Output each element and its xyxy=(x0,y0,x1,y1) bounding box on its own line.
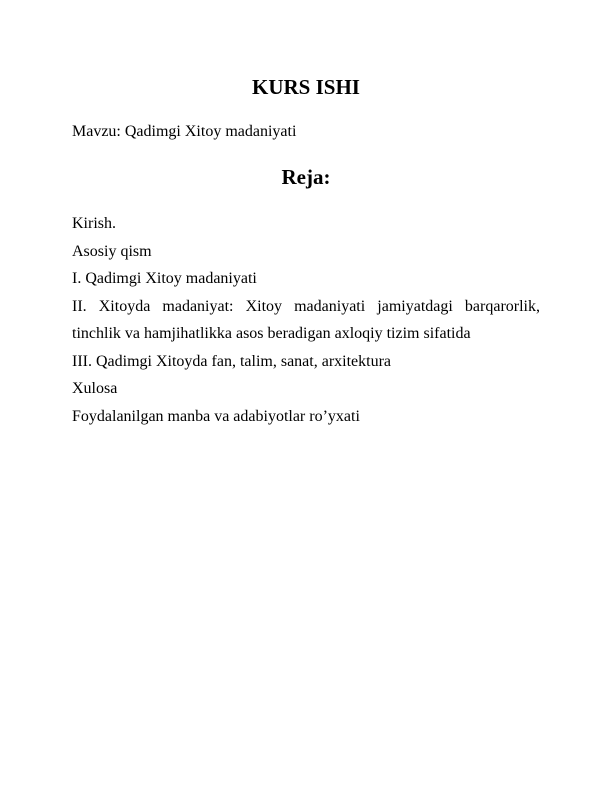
plan-heading: Reja: xyxy=(281,165,331,189)
plan-item-main-part: Asosiy qism xyxy=(72,242,152,260)
plan-item-references: Foydalanilgan manba va adabiyotlar ro’yxati xyxy=(72,407,360,425)
plan-list xyxy=(72,210,540,430)
plan-item-section-1: I. Qadimgi Xitoy madaniyati xyxy=(72,270,257,287)
document-title: KURS ISHI xyxy=(252,75,360,99)
topic-line: Mavzu: Qadimgi Xitoy madaniyati xyxy=(72,123,297,140)
plan-item-section-2: II. Xitoyda madaniyat: Xitoy madaniyati jamiyatdagi barqarorlik, tinchlik va hamjihatlikka asos beradigan axloqiy tizim sifatida xyxy=(72,297,540,342)
plan-item-conclusion: Xulosa xyxy=(72,380,118,397)
plan-item-section-3: III. Qadimgi Xitoyda fan, talim, sanat, arxitektura xyxy=(72,352,392,370)
plan-item-introduction: Kirish. xyxy=(72,215,116,232)
